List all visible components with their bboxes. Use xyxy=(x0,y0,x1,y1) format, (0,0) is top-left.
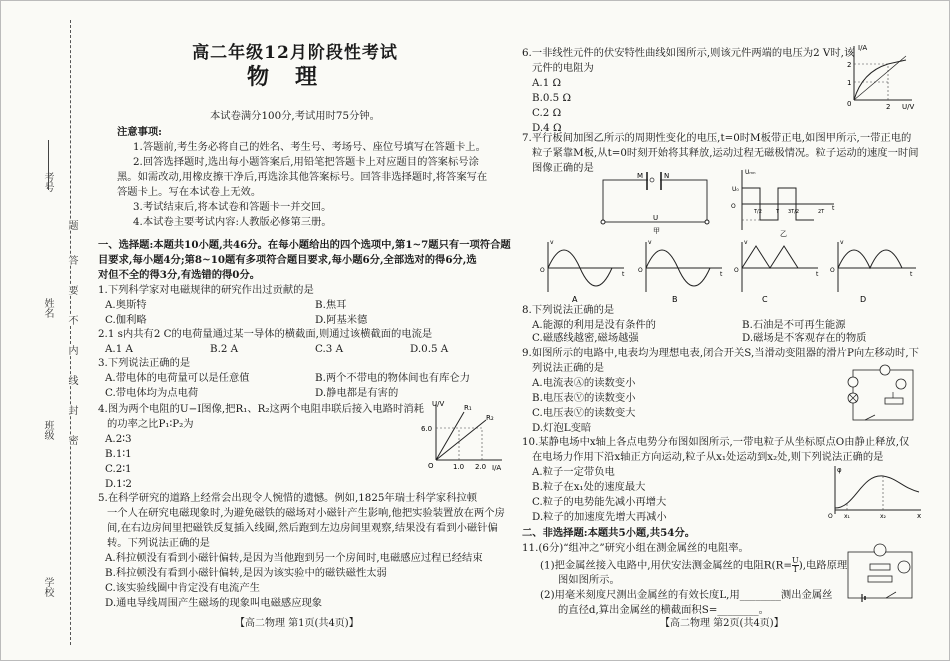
q6-stem: 6.一非线性元件的伏安特性曲线如图所示,则该元件两端的电压为2 V时,该 xyxy=(522,47,855,59)
q7b-o: O xyxy=(638,267,643,274)
q7b-letter: B xyxy=(672,295,678,304)
q6-stem: 元件的电阻为 xyxy=(532,62,594,74)
q6-y1: 1 xyxy=(847,79,852,87)
q7c-t: t xyxy=(816,271,819,278)
q2-stem: 2.1 s内共有2 C的电荷量通过某一导体的横截面,则通过该横截面的电流是 xyxy=(98,328,433,340)
notice-item: 黑。如需改动,用橡皮擦干净后,再选涂其他答案标号。回答非选择题时,将答案写在 xyxy=(117,171,488,183)
q10-o: O xyxy=(828,513,833,520)
q10-line: 在电场力作用下沿x轴正方向运动,粒子从x₁处运动到x₂处,则下列说法正确的是 xyxy=(532,451,884,463)
q10-option-a: A.粒子一定带负电 xyxy=(532,466,615,478)
xingming-label: 姓名 xyxy=(42,298,53,318)
notice-item: 2.回答选择题时,选出每小题答案后,用铅笔把答题卡上对应题目的答案标号涂 xyxy=(133,156,479,168)
q9-option-a: A.电流表Ⓐ的读数变小 xyxy=(532,377,636,389)
q5-option-b: B.科拉顿没有看到小磁针偏转,是因为该实验中的磁铁磁性太弱 xyxy=(105,567,387,579)
q4-r2: R₂ xyxy=(486,414,494,422)
ammeter-icon xyxy=(848,377,858,387)
q7-choice-a xyxy=(540,239,625,304)
rheostat xyxy=(885,398,903,404)
q6-option-c: C.2 Ω xyxy=(532,107,562,119)
metal-wire-resistor xyxy=(870,564,890,570)
q11-stem: 11.(6分)“组冲之”研究小组在测金属丝的电阻率。 xyxy=(522,542,749,554)
q4-origin: O xyxy=(428,462,434,470)
voltmeter2-icon xyxy=(896,379,906,389)
q11-p1 xyxy=(540,557,847,574)
r2-line xyxy=(436,420,486,460)
q7d-t: t xyxy=(910,271,913,278)
notice-item: 4.本试卷主要考试内容:人教版必修第三册。 xyxy=(133,216,332,228)
voltmeter-icon xyxy=(880,365,890,375)
q7-t: T xyxy=(776,209,780,215)
q7a-letter: A xyxy=(572,295,578,304)
q1-option-c: C.伽利略 xyxy=(105,314,147,326)
xuexiao-label: 学校 xyxy=(42,577,53,597)
q2-option-b: B.2 A xyxy=(210,343,239,355)
q7-yi: 乙 xyxy=(780,230,787,238)
q6-origin: 0 xyxy=(847,100,852,108)
q6-xlabel: U/V xyxy=(902,103,915,111)
seal-char: 题 xyxy=(66,220,77,230)
q5-option-c: C.该实验线圈中肯定没有电流产生 xyxy=(105,582,260,594)
exam-title: 高二年级12月阶段性考试 xyxy=(192,43,398,63)
q6-x2: 2 xyxy=(886,103,891,111)
q7c-letter: C xyxy=(762,295,768,304)
q4-ylabel: U/V xyxy=(432,400,445,408)
switch-s xyxy=(886,592,896,598)
q10-phi: φ xyxy=(837,466,842,474)
q11-p1b: ),电路原理 xyxy=(798,559,848,572)
q7-u: U xyxy=(653,214,659,222)
q7-m: M xyxy=(637,172,644,180)
q7a-o: O xyxy=(540,267,545,274)
q2-option-d: D.0.5 A xyxy=(410,343,449,355)
q11-p1c: 图如图所示。 xyxy=(558,574,620,586)
q8-stem: 8.下列说法正确的是 xyxy=(522,304,615,316)
q11-p2b: 的直径d,算出金属丝的横截面积S=________。 xyxy=(558,604,769,616)
q4-stem: 4.图为两个电阻的U−I图像,把R₁、R₂这两个电阻串联后接入电路时消耗 xyxy=(98,403,424,415)
q4-stem: 的功率之比P₁∶P₂为 xyxy=(107,418,194,430)
q7-choice-c xyxy=(734,239,819,304)
notice-item: 答题卡上。写在本试卷上无效。 xyxy=(117,186,262,198)
q5-option-a: A.科拉顿没有看到小磁针偏转,是因为当他跑到另一个房间时,电磁感应过程已经结束 xyxy=(105,552,483,564)
seal-char: 线 xyxy=(66,375,77,385)
q7d-o: O xyxy=(830,267,835,274)
q2-option-a: A.1 A xyxy=(105,343,133,355)
q7a-v: v xyxy=(550,239,554,246)
seal-char: 密 xyxy=(66,435,77,445)
q7d-letter: D xyxy=(860,295,867,304)
exam-subject: 物理 xyxy=(246,64,343,90)
q5-line: 转。下列说法正确的是 xyxy=(107,537,210,549)
q7b-t: t xyxy=(720,271,723,278)
q7b-v: v xyxy=(648,239,652,246)
q7c-v: v xyxy=(744,239,748,246)
section2-line: 二、非选择题:本题共5小题,共54分。 xyxy=(522,527,696,539)
seal-char: 要 xyxy=(66,285,77,295)
binding-sidebar xyxy=(0,0,95,661)
q7-jia: 甲 xyxy=(653,227,660,235)
banji-label: 班级 xyxy=(42,420,53,440)
q6-option-d: D.4 Ω xyxy=(532,122,562,134)
q10-option-c: C.粒子的电势能先减小再增大 xyxy=(532,496,667,508)
q7-line: 7.平行板间加图乙所示的周期性变化的电压,t=0时M板带正电,如图甲所示,一带正电的 xyxy=(522,132,912,144)
q3-option-b: B.两个不带电的物体间也有库仑力 xyxy=(315,372,470,384)
q7-n: N xyxy=(664,172,670,180)
q5-line: 一个人在研究电磁现象时,为避免磁铁的磁场对小磁针产生影响,他把实验装置放在两个房 xyxy=(107,507,505,519)
section1-line: 一、选择题:本题共10小题,共46分。在每小题给出的四个选项中,第1~7题只有一项符合题 xyxy=(98,239,511,251)
q10-option-d: D.粒子的加速度先增大再减小 xyxy=(532,511,667,523)
q10-x2: x₂ xyxy=(880,513,886,520)
q4-xlabel: I/A xyxy=(492,464,502,472)
q7-taxis: t xyxy=(832,205,835,212)
q4-option-b: B.1∶1 xyxy=(105,448,132,460)
tangent-line xyxy=(854,56,906,100)
seal-char: 答 xyxy=(66,255,77,265)
q7-t32: 3T/2 xyxy=(788,209,800,215)
q7a-t: t xyxy=(622,271,625,278)
q3-option-c: C.带电体均为点电荷 xyxy=(105,387,199,399)
q5-line: 5.在科学研究的道路上经常会出现令人惋惜的遗憾。例如,1825年瑞士科学家科拉顿 xyxy=(98,492,478,504)
q9-option-b: B.电压表Ⓥ的读数变小 xyxy=(532,392,636,404)
q7-2t: 2T xyxy=(818,209,825,215)
q10-line: 10.某静电场中x轴上各点电势分布图如图所示,一带电粒子从坐标原点O由静止释放,仅 xyxy=(522,436,910,448)
seal-line xyxy=(70,20,71,645)
q6-option-a: A.1 Ω xyxy=(532,77,562,89)
q5-line: 间,在右边房间里把磁铁反复插入线圈,然后跑到左边房间里观察,结果没有看到小磁针偏 xyxy=(107,522,498,534)
q6-option-b: B.0.5 Ω xyxy=(532,92,572,104)
q7-voltage-yi xyxy=(730,168,840,238)
q8-option-d: D.磁场是不客观存在的物质 xyxy=(742,332,867,344)
q7c-o: O xyxy=(734,267,739,274)
q9-option-d: D.灯泡L变暗 xyxy=(532,422,592,434)
q6-ylabel: I/A xyxy=(858,44,868,52)
q4-y6: 6.0 xyxy=(421,425,433,433)
q5-option-d: D.通电导线周围产生磁场的现象叫电磁感应现象 xyxy=(105,597,323,609)
q1-stem: 1.下列科学家对电磁规律的研究作出过贡献的是 xyxy=(98,284,314,296)
q4-option-d: D.1∶2 xyxy=(105,478,132,490)
rheostat xyxy=(868,576,892,582)
q9-option-c: C.电压表Ⓥ的读数变大 xyxy=(532,407,636,419)
q7-t2: T/2 xyxy=(754,209,762,215)
q7-line: 粒子紧靠M板,从t=0时刻开始将其释放,运动过程无磁极情况。粒子运动的速度一时间 xyxy=(532,147,919,159)
iv-curve xyxy=(854,60,906,100)
voltmeter-icon xyxy=(874,544,886,556)
q9-stem: 列说法正确的是 xyxy=(532,362,605,374)
q7-o: O xyxy=(731,203,736,210)
footer-right: 【高二物理 第2页(共4页)】 xyxy=(660,618,784,629)
notice-item: 3.考试结束后,将本试卷和答题卡一并交回。 xyxy=(133,201,332,213)
q6-y2: 2 xyxy=(847,61,852,69)
q2-option-c: C.3 A xyxy=(315,343,344,355)
q8-option-c: C.磁感线越密,磁场越强 xyxy=(532,332,639,344)
q4-r1: R₁ xyxy=(464,404,472,412)
frac-num: U xyxy=(791,556,799,565)
q7-line: 图像正确的是 xyxy=(532,162,594,174)
q7-choice-b xyxy=(638,239,723,304)
q3-stem: 3.下列说法正确的是 xyxy=(98,357,191,369)
ammeter-icon xyxy=(898,561,910,573)
q4-x2: 2.0 xyxy=(475,463,487,471)
q8-option-a: A.能源的利用是没有条件的 xyxy=(532,319,656,331)
seal-char: 封 xyxy=(66,405,77,415)
q9-stem: 9.如图所示的电路中,电表均为理想电表,闭合开关S,当滑动变阻器的滑片P向左移动时,下 xyxy=(522,347,919,359)
q1-option-d: D.阿基米德 xyxy=(315,314,368,326)
q1-option-b: B.焦耳 xyxy=(315,299,347,311)
q4-option-a: A.2∶3 xyxy=(105,433,132,445)
q10-potential-graph xyxy=(825,464,925,520)
q4-ui-graph xyxy=(420,398,508,472)
notice-item: 1.答题前,考生务必将自己的姓名、考生号、考场号、座位号填写在答题卡上。 xyxy=(133,141,486,153)
q4-option-c: C.2∶1 xyxy=(105,463,132,475)
q7-u0: U₀ xyxy=(732,186,739,193)
footer-left: 【高二物理 第1页(共4页)】 xyxy=(235,618,359,629)
section1-line: 对但不全的得3分,有选错的得0分。 xyxy=(98,269,261,281)
section1-line: 目要求,每小题4分;第8~10题有多项符合题目要求,每小题6分,全部选对的得6分,选 xyxy=(98,254,477,266)
q4-x1: 1.0 xyxy=(453,463,465,471)
q11-p2a: (2)用毫米刻度尺测出金属丝的有效长度L,用________测出金属丝 xyxy=(540,589,833,601)
q11-circuit xyxy=(842,540,922,606)
notice-heading: 注意事项: xyxy=(117,126,162,138)
seal-char: 内 xyxy=(66,345,77,355)
q7-circuit-jia xyxy=(595,168,715,236)
r1-line xyxy=(436,412,464,460)
q11-p1a: (1)把金属丝接入电路中,用伏安法测金属丝的电阻R(R= xyxy=(540,559,792,572)
exam-note: 本试卷满分100分,考试用时75分钟。 xyxy=(210,110,380,122)
kaohao-line xyxy=(48,140,49,190)
q3-option-d: D.静电都是有害的 xyxy=(315,387,399,399)
seal-char: 不 xyxy=(66,315,77,325)
q10-option-b: B.粒子在x₁处的速度最大 xyxy=(532,481,646,493)
left-page xyxy=(95,0,515,661)
q7-vt-choices xyxy=(542,236,922,306)
frac-den: I xyxy=(793,565,797,574)
q8-option-b: B.石油是不可再生能源 xyxy=(742,319,846,331)
q10-x: x xyxy=(917,512,922,520)
q10-x1: x₁ xyxy=(844,513,850,520)
q7-choice-d xyxy=(830,239,916,304)
q7-umn: Uₘₙ xyxy=(745,169,756,176)
q11-fraction xyxy=(792,557,799,574)
switch-s xyxy=(865,415,875,420)
q7d-v: v xyxy=(840,239,844,246)
q9-circuit xyxy=(845,362,920,427)
q6-iv-graph xyxy=(842,42,918,110)
q1-option-a: A.奥斯特 xyxy=(105,299,147,311)
right-page xyxy=(520,0,940,661)
q3-option-a: A.带电体的电荷量可以是任意值 xyxy=(105,372,250,384)
kaohao-label: 考号 xyxy=(42,172,53,192)
